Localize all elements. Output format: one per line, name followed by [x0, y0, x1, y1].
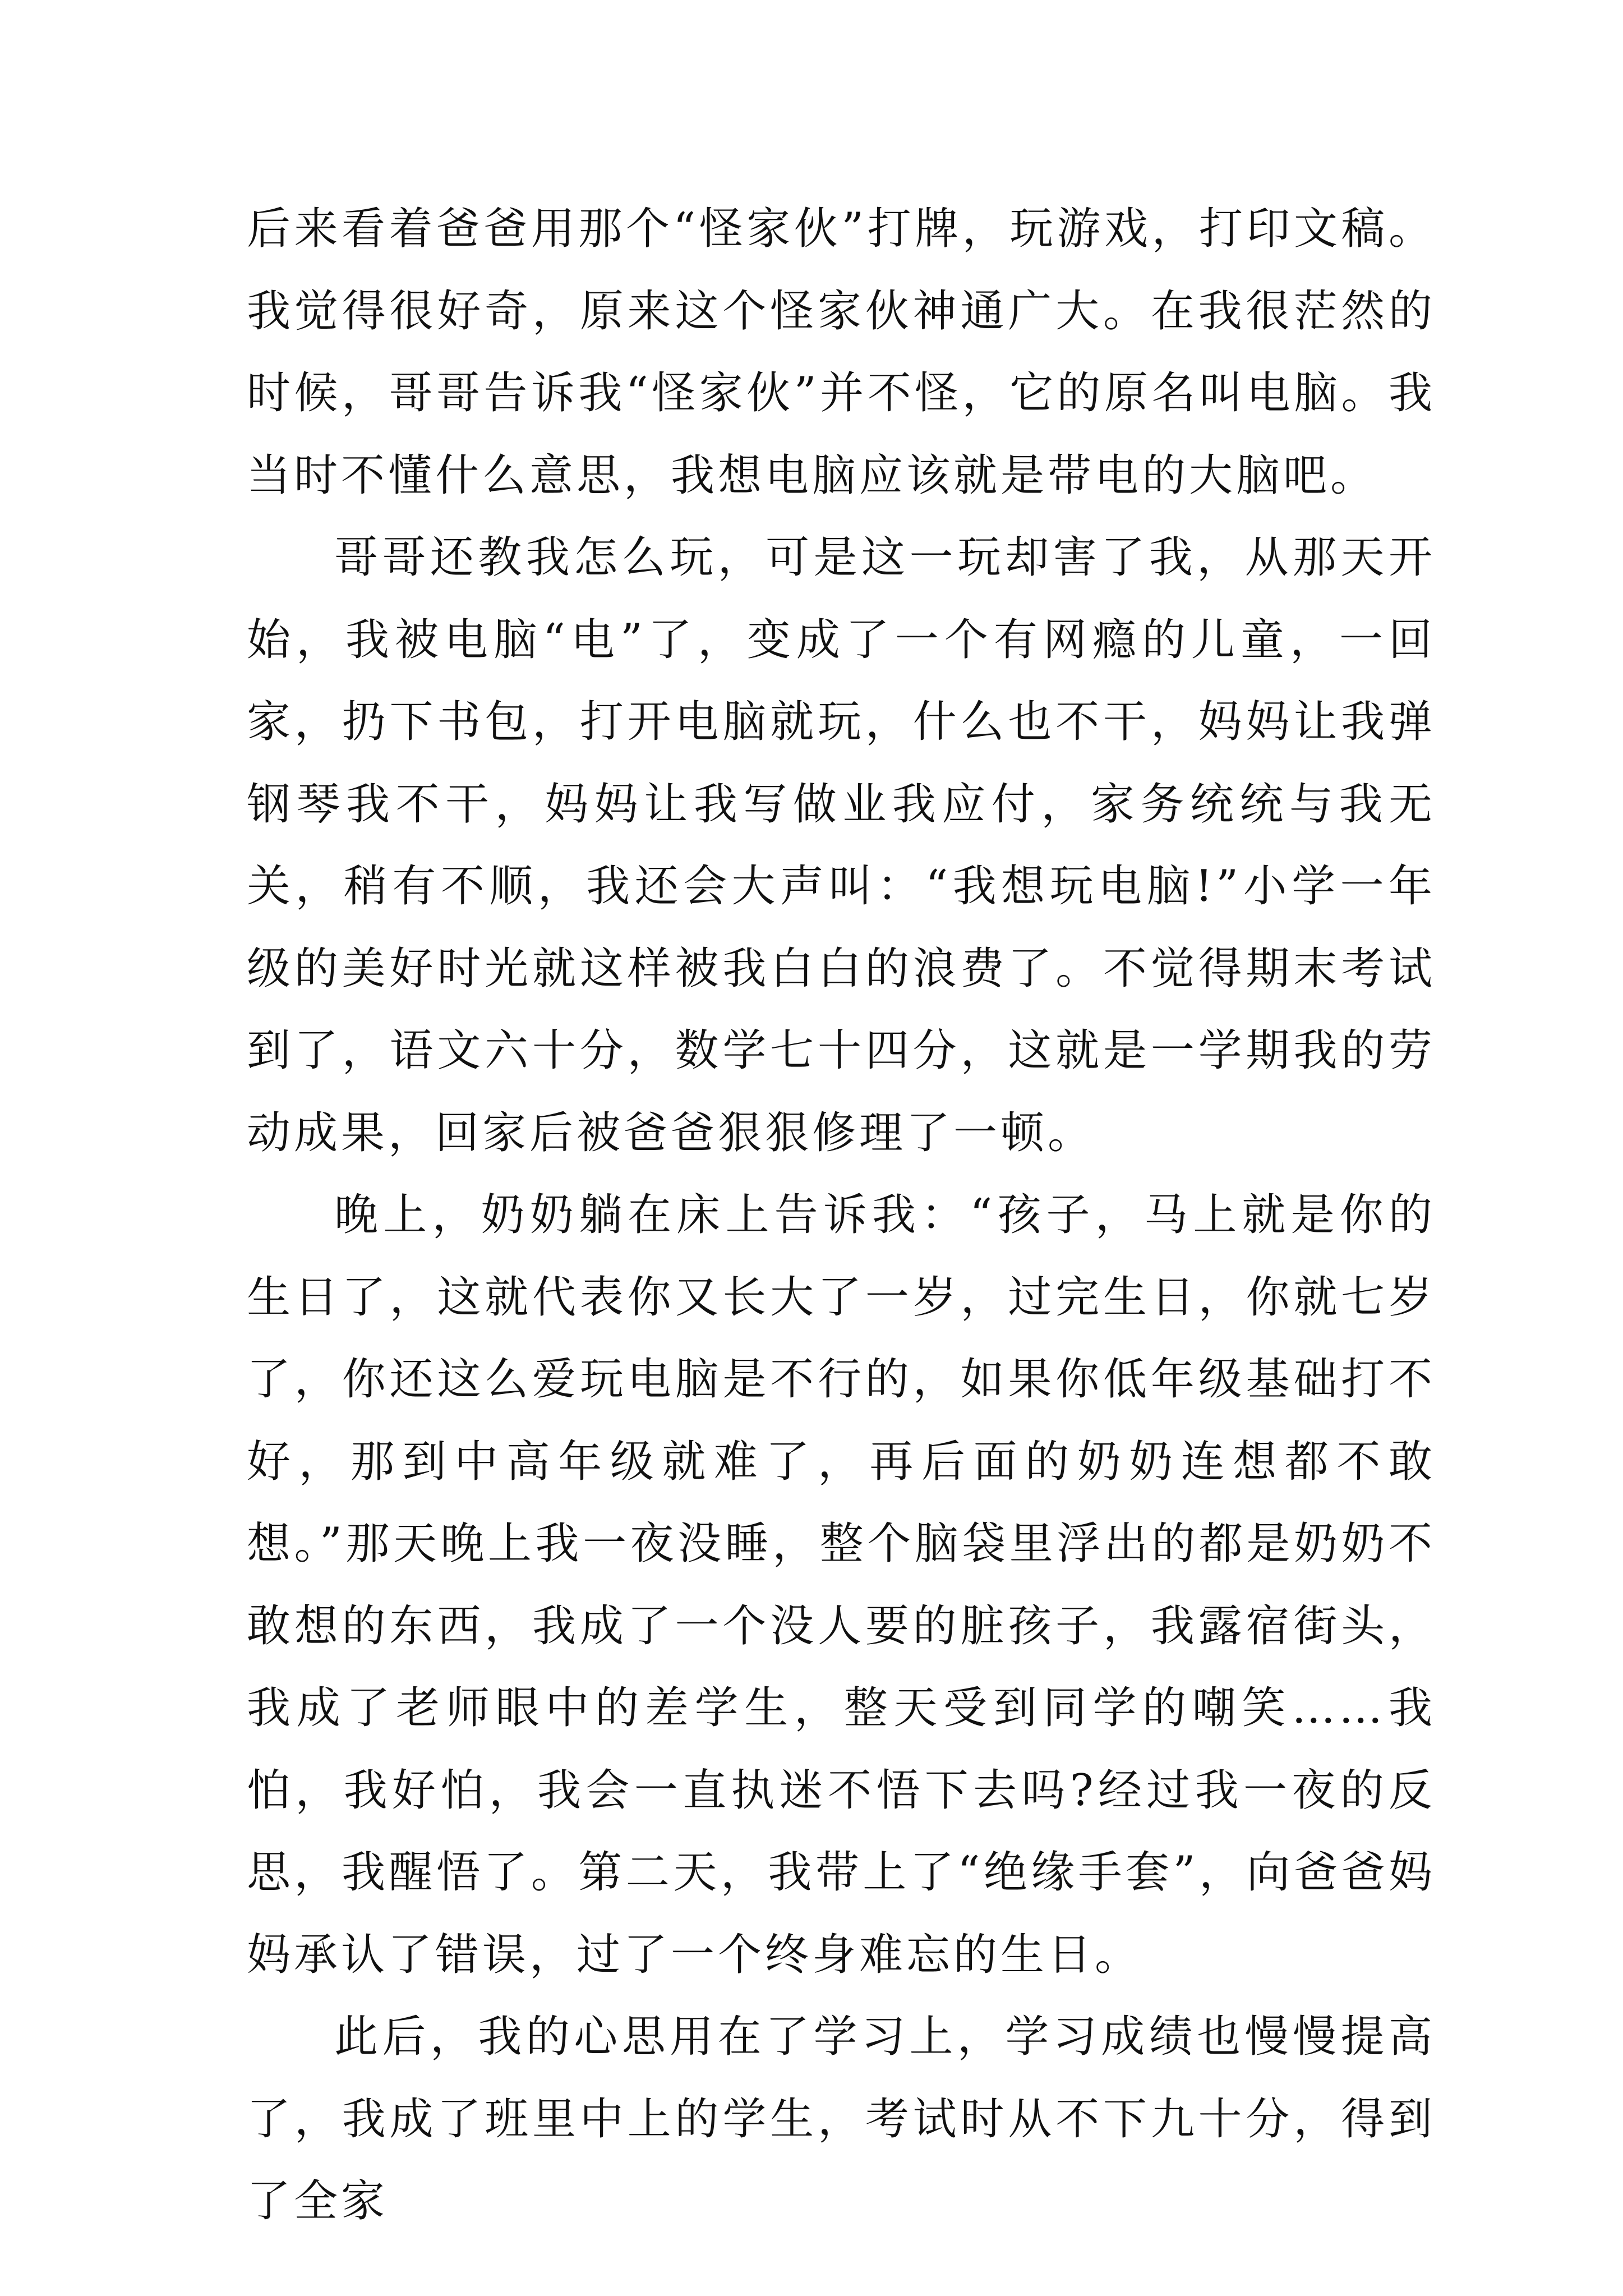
- essay-body: [247, 188, 1436, 2243]
- paragraph-1: 后来看着爸爸用那个“怪家伙”打牌，玩游戏，打印文稿。我觉得很好奇，原来这个怪家伙神通广大。在我很茫然的时候，哥哥告诉我“怪家伙”并不怪，它的原名叫电脑。我当时不懂什么意思，我想电脑应该就是带电的大脑吧。: [247, 204, 1436, 501]
- paragraph-3: 晚上，奶奶躺在床上告诉我：“孩子，马上就是你的生日了，这就代表你又长大了一岁，过完生日，你就七岁了，你还这么爱玩电脑是不行的，如果你低年级基础打不好，那到中高年级就难了，再后面的奶奶连想都不敢想。”那天晚上我一夜没睡，整个脑袋里浮出的都是奶奶不敢想的东西，我成了一个没人要的脏孩子，我露宿街头，我成了老师眼中的差学生，整天受到同学的嘲笑……我怕，我好怕，我会一直执迷不悟下去吗?经过我一夜的反思，我醒悟了。第二天，我带上了“绝缘手套”，向爸爸妈妈承认了错误，过了一个终身难忘的生日。: [247, 1190, 1436, 1980]
- paragraph-2: 哥哥还教我怎么玩，可是这一玩却害了我，从那天开始，我被电脑“电”了，变成了一个有网瘾的儿童，一回家，扔下书包，打开电脑就玩，什么也不干，妈妈让我弹钢琴我不干，妈妈让我写做业我应付，家务统统与我无关，稍有不顺，我还会大声叫：“我想玩电脑!”小学一年级的美好时光就这样被我白白的浪费了。不觉得期末考试到了，语文六十分，数学七十四分，这就是一学期我的劳动成果，回家后被爸爸狠狠修理了一顿。: [247, 532, 1436, 1158]
- paragraph-4: 此后，我的心思用在了学习上，学习成绩也慢慢提高了，我成了班里中上的学生，考试时从不下九十分，得到了全家: [247, 2012, 1436, 2226]
